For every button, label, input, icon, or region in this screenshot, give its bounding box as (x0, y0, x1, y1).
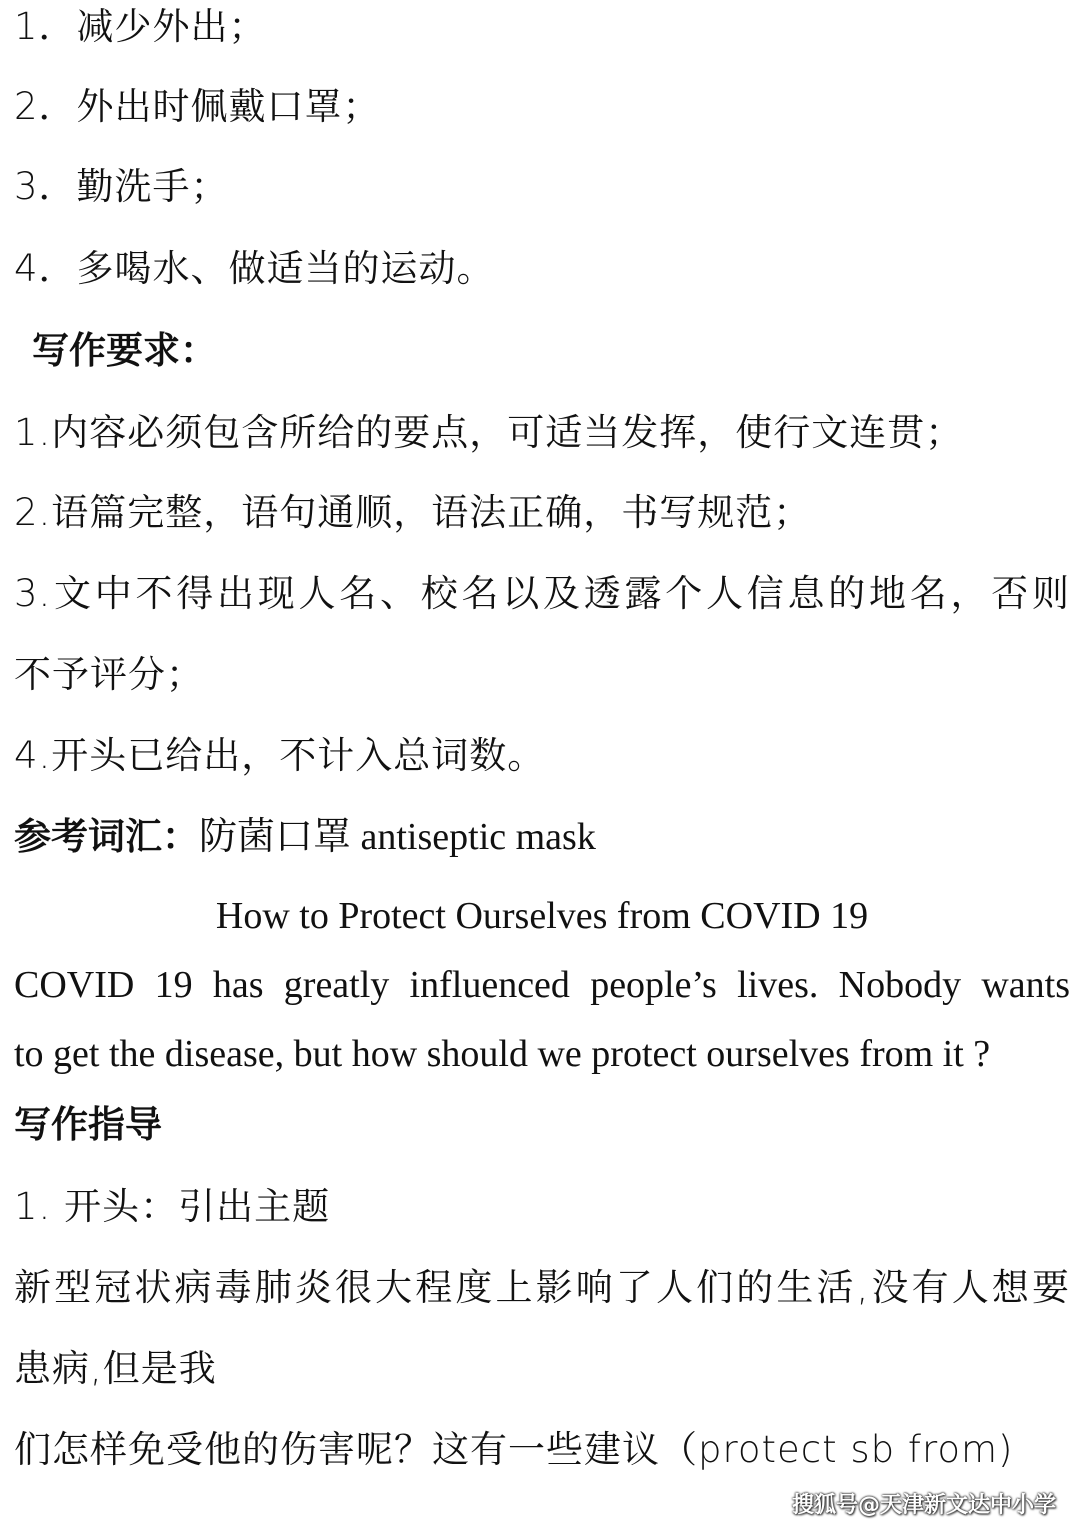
requirement-item-4: 4.开头已给出，不计入总词数。 (14, 734, 546, 777)
guide-heading: 写作指导 (14, 1103, 162, 1146)
requirements-heading: 写作要求： (32, 329, 217, 372)
measure-item-3: 3．勤洗手； (14, 165, 229, 208)
essay-line-2: to get the disease, but how should we protect ourselves from it ? (14, 1033, 991, 1075)
guide-line-3: 们怎样免受他的伤害呢？这有一些建议（protect sb from) (14, 1428, 1014, 1471)
measure-item-1: 1．减少外出； (14, 5, 267, 48)
watermark: 搜狐号@天津新文达中小学 (791, 1493, 1056, 1518)
requirement-item-3-cont: 不予评分； (14, 653, 204, 696)
requirement-item-3: 3.文中不得出现人名、校名以及透露个人信息的地名，否则 (14, 572, 1070, 615)
measure-item-2: 2．外出时佩戴口罩； (14, 85, 381, 128)
requirement-item-1: 1.内容必须包含所给的要点，可适当发挥，使行文连贯； (14, 411, 964, 454)
vocabulary-line (14, 814, 1070, 860)
measure-item-4: 4．多喝水、做适当的运动。 (14, 247, 495, 290)
vocabulary-label: 参考词汇： (14, 815, 199, 858)
guide-step-1: 1. 开头：引出主题 (14, 1185, 331, 1228)
essay-title: How to Protect Ourselves from COVID 19 (215, 895, 869, 937)
guide-line-2: 患病,但是我 (14, 1347, 217, 1390)
essay-line-1: COVID 19 has greatly influenced people’s lives. Nobody wants (14, 964, 1070, 1006)
vocabulary-text: 防菌口罩 antiseptic mask (199, 816, 596, 858)
guide-line-1: 新型冠状病毒肺炎很大程度上影响了人们的生活,没有人想要 (14, 1266, 1070, 1309)
requirement-item-2: 2.语篇完整，语句通顺，语法正确，书写规范； (14, 491, 812, 534)
